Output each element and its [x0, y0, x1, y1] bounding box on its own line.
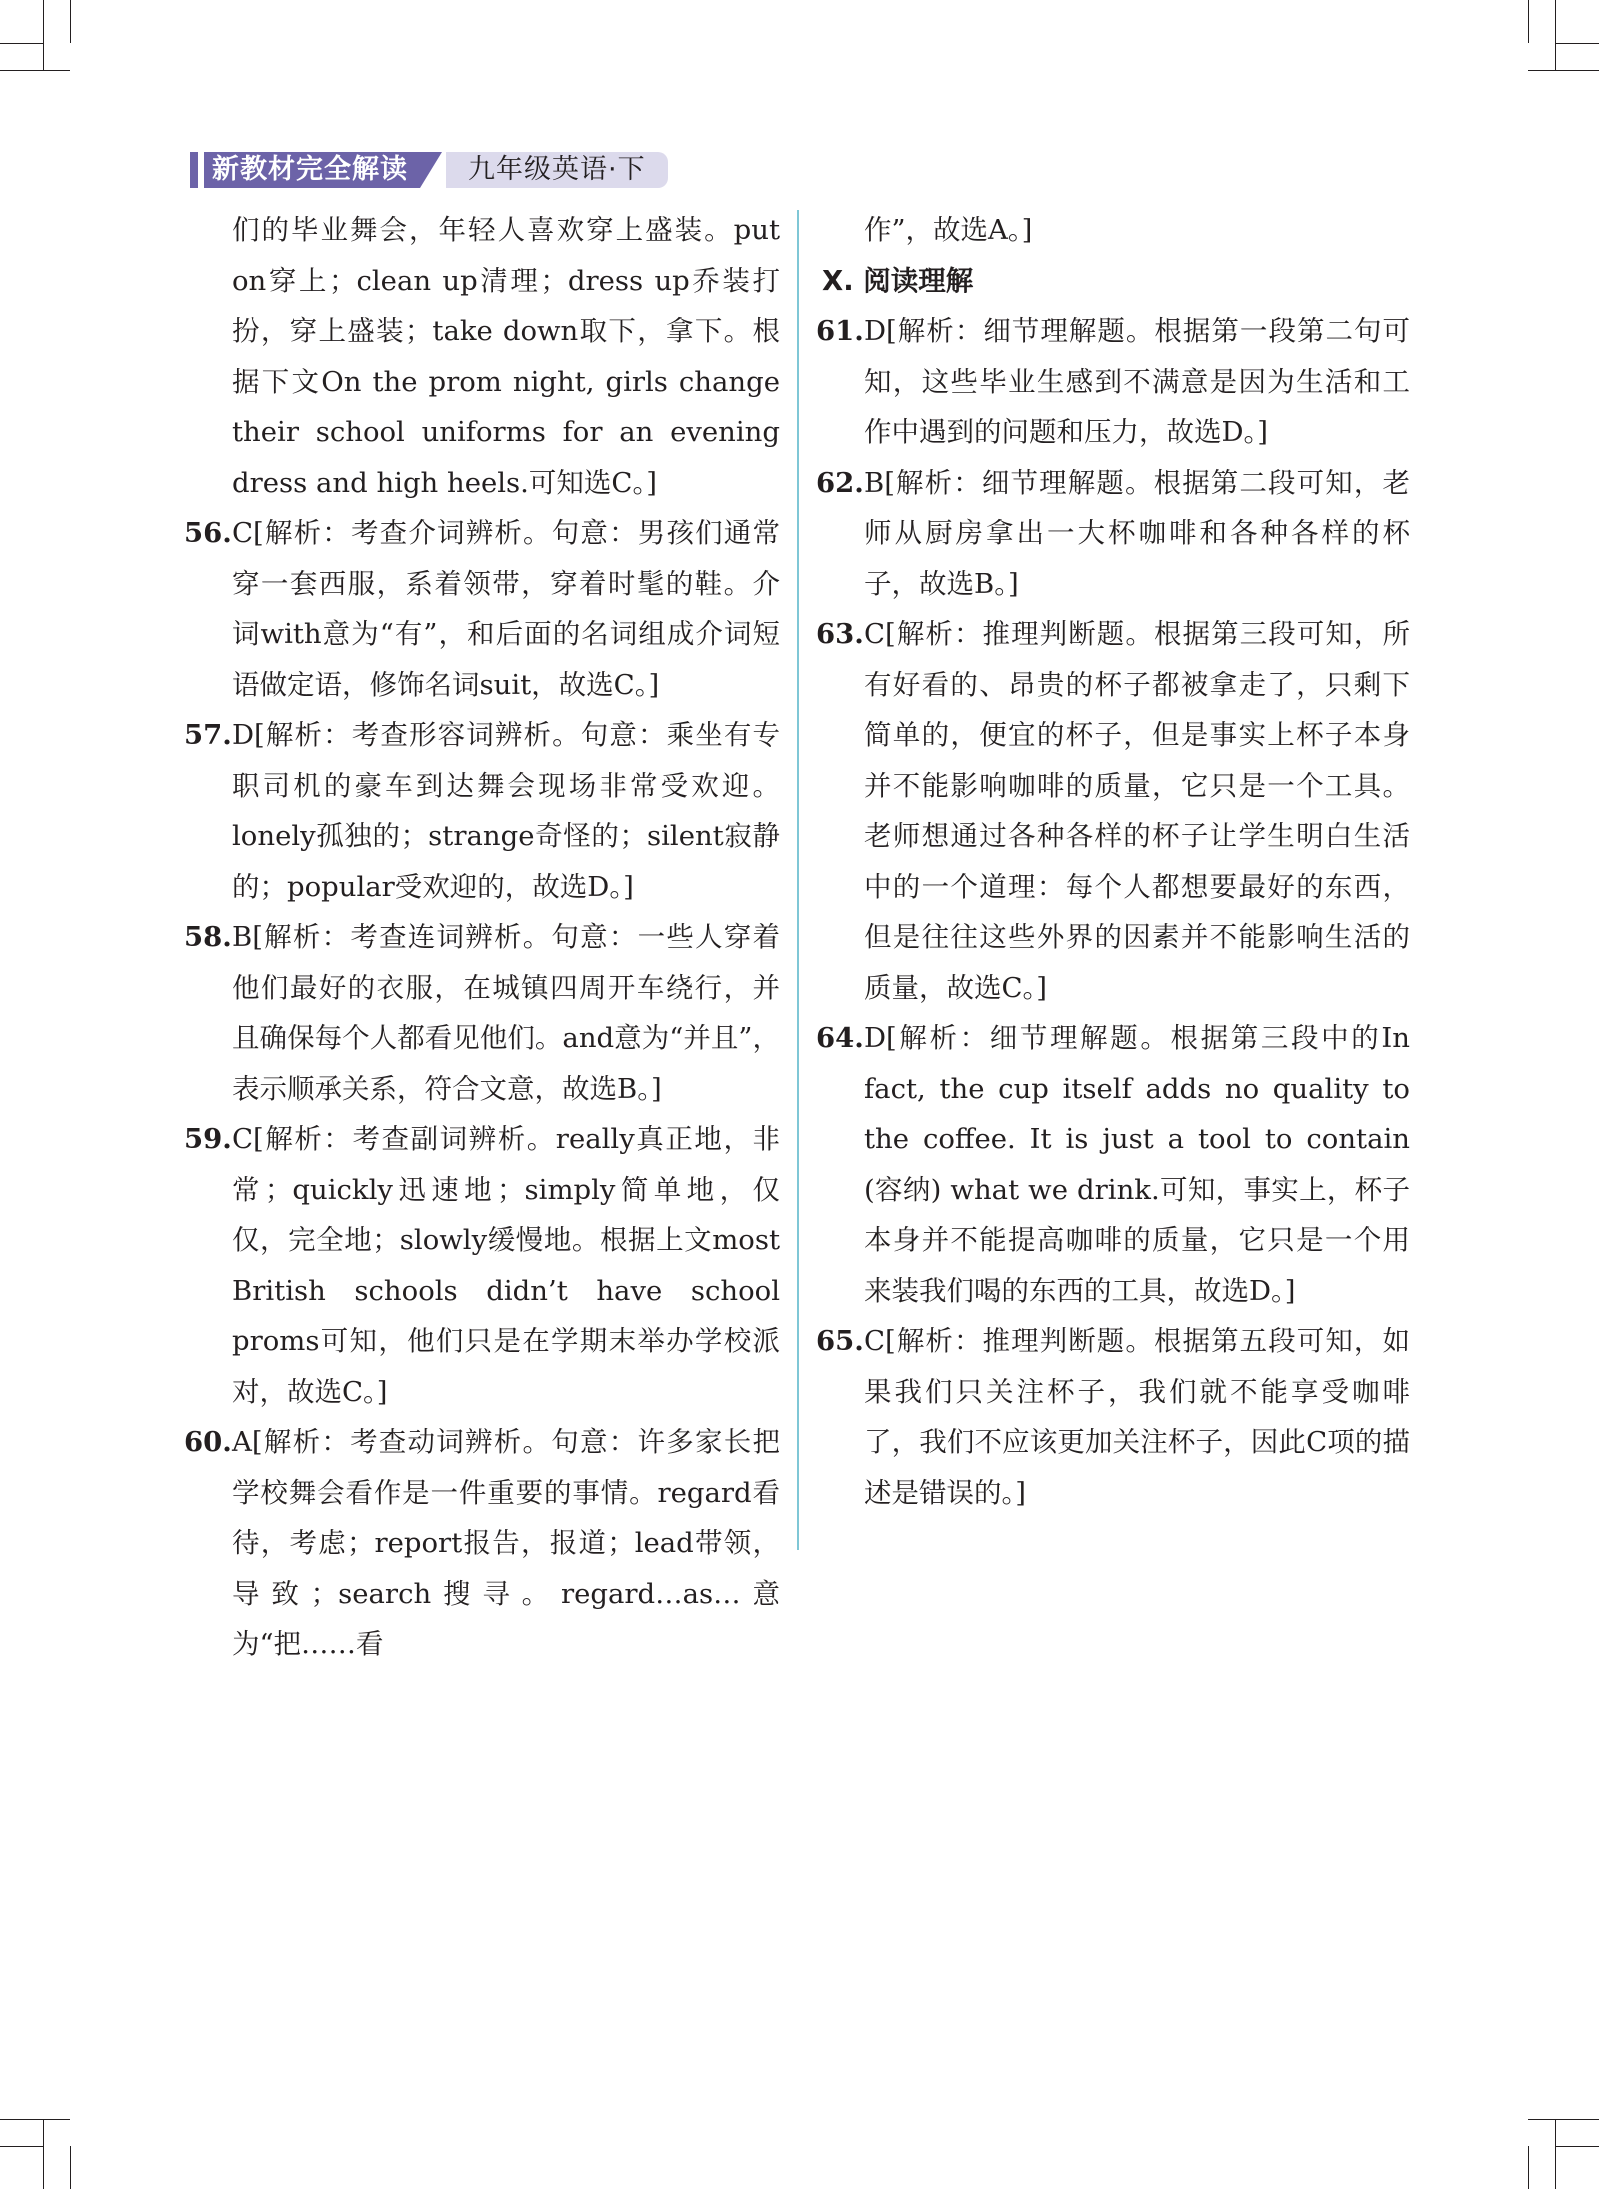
continuation-text: 们的毕业舞会，年轻人喜欢穿上盛装。put on穿上；clean up清理；dress up乔装打扮，穿上盛装；take down取下，拿下。根据下文On the prom night, girls change their school uniforms for an evening dress and high heels.可知选C。]: [232, 214, 780, 499]
item-number: 62.: [816, 466, 864, 499]
answer-item-58: [186, 912, 780, 1114]
crop-mark: [0, 2146, 43, 2147]
header-brand: 新教材完全解读: [204, 152, 420, 188]
item-number: 58.: [184, 921, 232, 953]
item-number: 56.: [184, 517, 232, 549]
answer-item-65: [818, 1316, 1410, 1518]
right-column: [818, 205, 1410, 1518]
answer-item-63: [818, 609, 1410, 1013]
crop-mark: [70, 2146, 71, 2189]
item-text: C[解析：推理判断题。根据第五段可知，如果我们只关注杯子，我们就不能享受咖啡了，我们不应该更加关注杯子，因此C项的描述是错误的。]: [864, 1325, 1410, 1509]
page-header: [190, 150, 668, 190]
crop-mark: [1555, 0, 1556, 70]
item-number: 61.: [816, 315, 864, 347]
section-title: Ⅹ. 阅读理解: [822, 264, 974, 297]
answer-item-59: [186, 1114, 780, 1417]
answer-item-57: [186, 710, 780, 912]
crop-mark: [43, 0, 44, 70]
item-text: C[解析：考查介词辨析。句意：男孩们通常穿一套西服，系着领带，穿着时髦的鞋。介词with意为“有”，和后面的名词组成介词短语做定语，修饰名词suit，故选C。]: [232, 517, 780, 701]
crop-mark: [70, 0, 71, 43]
answer-item-60: [186, 1417, 780, 1670]
crop-mark: [1528, 2146, 1529, 2189]
crop-mark: [1555, 2146, 1599, 2147]
item-number: 57.: [184, 719, 232, 751]
item-text: A[解析：考查动词辨析。句意：许多家长把学校舞会看作是一件重要的事情。regard看待，考虑；report报告，报道；lead带领，导致；search搜寻。regard…as…意为“把……看: [232, 1426, 780, 1660]
crop-mark: [1528, 2119, 1599, 2120]
item-text: B[解析：考查连词辨析。句意：一些人穿着他们最好的衣服，在城镇四周开车绕行，并且确保每个人都看见他们。and意为“并且”，表示顺承关系，符合文意，故选B。]: [232, 921, 780, 1105]
item-number: 60.: [184, 1426, 232, 1458]
item-text: B[解析：细节理解题。根据第二段可知，老师从厨房拿出一大杯咖啡和各种各样的杯子，故选B。]: [864, 466, 1410, 600]
crop-mark: [1555, 43, 1599, 44]
header-subject: 九年级英语·下: [446, 152, 668, 188]
answer-item-56: [186, 508, 780, 710]
answer-item-61: [818, 306, 1410, 458]
crop-mark: [1528, 70, 1599, 71]
answer-item-62: [818, 458, 1410, 610]
left-column: [186, 205, 780, 1670]
item-number: 64.: [816, 1022, 864, 1054]
answer-item-64: [818, 1013, 1410, 1316]
item-number: 59.: [184, 1123, 232, 1155]
item-text: C[解析：推理判断题。根据第三段可知，所有好看的、昂贵的杯子都被拿走了，只剩下简单的，便宜的杯子，但是事实上杯子本身并不能影响咖啡的质量，它只是一个工具。老师想通过各种各样的杯子让学生明白生活中的一个道理：每个人都想要最好的东西，但是往往这些外界的因素并不能影响生活的质量，故选C。]: [864, 618, 1410, 1004]
crop-mark: [0, 2119, 70, 2120]
crop-mark: [1555, 2119, 1556, 2189]
header-accent-bar: [190, 152, 198, 188]
item-text: D[解析：考查形容词辨析。句意：乘坐有专职司机的豪车到达舞会现场非常受欢迎。lonely孤独的；strange奇怪的；silent寂静的；popular受欢迎的，故选D。]: [232, 719, 780, 903]
crop-mark: [0, 70, 70, 71]
crop-mark: [43, 2119, 44, 2189]
crop-mark: [0, 43, 43, 44]
item-number: 65.: [816, 1325, 864, 1357]
continuation-text: 作”，故选A。]: [864, 214, 1033, 246]
column-divider: [797, 210, 799, 1550]
item-text: D[解析：细节理解题。根据第一段第二句可知，这些毕业生感到不满意是因为生活和工作中遇到的问题和压力，故选D。]: [864, 315, 1410, 448]
item-text: C[解析：考查副词辨析。really真正地，非常；quickly迅速地；simply简单地，仅仅，完全地；slowly缓慢地。根据上文most British schools didn’t have school proms可知，他们只是在学期末举办学校派对，故选C。]: [232, 1123, 780, 1408]
crop-mark: [1528, 0, 1529, 43]
item-text: D[解析：细节理解题。根据第三段中的In fact, the cup itself adds no quality to the coffee. It is just a tool to contain (容纳) what we drink.可知，事实上，杯子本身并不能提高咖啡的质量，它只是一个用来装我们喝的东西的工具，故选D。]: [864, 1022, 1410, 1307]
item-number: 63.: [816, 618, 864, 650]
